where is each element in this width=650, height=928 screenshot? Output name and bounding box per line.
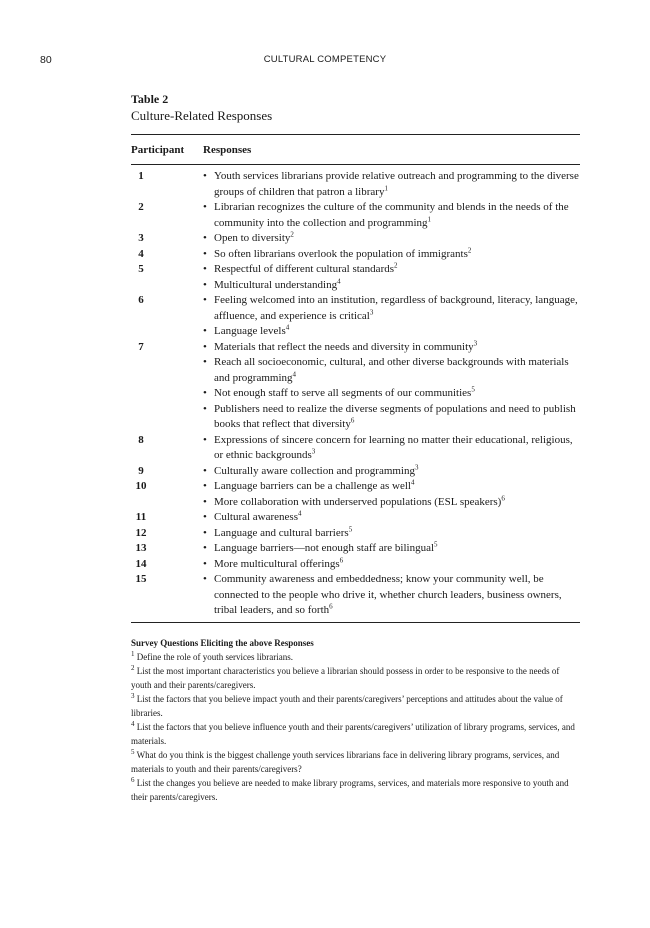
page-number: 80 xyxy=(40,54,52,66)
response-text-wrap xyxy=(214,495,580,511)
response-item xyxy=(203,464,580,480)
response-text-wrap xyxy=(214,557,580,573)
participant-number: 9 xyxy=(138,464,144,477)
footnote-number: 5 xyxy=(131,747,135,756)
response-text: Respectful of different cultural standards xyxy=(214,263,395,275)
footnotes-heading: Survey Questions Eliciting the above Responses xyxy=(131,637,314,648)
table-header-row xyxy=(131,135,580,164)
table-row xyxy=(131,293,580,340)
response-cell xyxy=(203,464,580,480)
response-text-wrap xyxy=(214,169,580,200)
footnote-number: 4 xyxy=(131,719,135,728)
response-cell xyxy=(203,169,580,200)
response-item xyxy=(203,526,580,542)
participant-number: 3 xyxy=(138,232,144,244)
bullet-icon: • xyxy=(203,480,207,492)
response-cell xyxy=(203,557,580,573)
row-gutter xyxy=(151,510,203,526)
response-item xyxy=(203,479,580,495)
bullet-icon: • xyxy=(203,573,207,585)
response-text: Culturally aware collection and programming xyxy=(214,464,415,477)
response-text: More multicultural offerings xyxy=(214,557,340,570)
response-text: Cultural awareness xyxy=(214,511,298,523)
footnote-text: List the most important characteristics you believe a librarian should possess in order to be responsive to the needs of youth and their parents/caregivers. xyxy=(131,665,560,690)
footnote-ref: 4 xyxy=(298,509,302,518)
footnote-ref: 3 xyxy=(473,338,478,347)
row-gutter xyxy=(151,464,203,480)
response-item xyxy=(203,262,580,278)
response-text: Language barriers—not enough staff are bilingual xyxy=(214,542,435,554)
response-text-wrap xyxy=(214,572,580,619)
response-cell xyxy=(203,479,580,510)
footnote-ref: 5 xyxy=(434,540,438,549)
participant-number: 11 xyxy=(135,511,147,523)
response-item xyxy=(203,169,580,200)
responses-column-header: Responses xyxy=(203,143,252,156)
bullet-icon: • xyxy=(203,557,207,570)
footnote-ref: 6 xyxy=(329,602,333,611)
response-item xyxy=(203,510,580,526)
response-cell xyxy=(203,510,580,526)
response-text-wrap xyxy=(214,231,580,247)
response-item xyxy=(203,293,580,324)
response-item xyxy=(203,324,580,340)
row-gutter xyxy=(151,293,203,340)
bullet-icon: • xyxy=(203,511,207,523)
footnote-text: List the changes you believe are needed to make library programs, services, and materials more responsive to youth and their parents/caregivers. xyxy=(131,777,569,802)
table-row xyxy=(131,169,580,200)
bullet-icon: • xyxy=(203,464,207,477)
row-gutter xyxy=(151,262,203,293)
response-text-wrap xyxy=(214,464,580,480)
response-item xyxy=(203,433,580,464)
footnote-ref: 2 xyxy=(394,261,398,270)
response-text: Reach all socioeconomic, cultural, and other diverse backgrounds with materials and programming xyxy=(214,356,569,384)
response-text-wrap xyxy=(214,386,580,402)
footnote-text: List the factors that you believe impact youth and their parents/caregivers’ perceptions and attitudes about the value of libraries. xyxy=(131,693,563,718)
footnotes xyxy=(131,636,580,804)
footnote-item xyxy=(131,748,580,776)
response-text: Language levels xyxy=(214,325,286,337)
bullet-icon: • xyxy=(203,356,207,368)
table-title: Culture-Related Responses xyxy=(131,108,273,123)
participant-number: 1 xyxy=(138,170,144,182)
response-text-wrap xyxy=(214,510,580,526)
participant-number: 10 xyxy=(135,480,147,492)
footnote-item xyxy=(131,664,580,692)
table-row xyxy=(131,247,580,263)
footnote-ref: 1 xyxy=(427,214,432,223)
footnote-item xyxy=(131,692,580,720)
footnote-number: 1 xyxy=(131,649,135,658)
footnote-ref: 6 xyxy=(350,416,355,425)
response-text-wrap xyxy=(214,293,580,324)
response-text-wrap xyxy=(214,200,580,231)
table-row xyxy=(131,340,580,433)
bullet-icon: • xyxy=(203,263,207,275)
running-head: CULTURAL COMPETENCY xyxy=(263,54,387,65)
participant-number: 5 xyxy=(138,263,144,275)
response-text: Community awareness and embeddedness; know your community well, be connected to the people who drive it, whether church leaders, business owners, tribal leaders, and so forth xyxy=(214,573,562,616)
footnote-text: What do you think is the biggest challenge youth services librarians face in delivering library programs, services, and materials to youth and their parents/caregivers? xyxy=(131,749,560,774)
response-text: Language and cultural barriers xyxy=(214,526,349,539)
response-cell xyxy=(203,572,580,619)
row-gutter xyxy=(151,526,203,542)
footnote-ref: 2 xyxy=(290,230,294,239)
response-text-wrap xyxy=(214,262,580,278)
response-item xyxy=(203,572,580,619)
participant-number: 12 xyxy=(135,526,147,539)
footnote-ref: 3 xyxy=(415,462,419,471)
footnote-ref: 6 xyxy=(339,555,344,564)
table-row xyxy=(131,557,580,573)
bullet-icon: • xyxy=(203,170,207,182)
response-item xyxy=(203,495,580,511)
footnote-ref: 3 xyxy=(311,447,316,456)
footnote-ref: 5 xyxy=(348,524,353,533)
footnote-ref: 4 xyxy=(285,323,290,332)
response-text-wrap xyxy=(214,541,580,557)
response-cell xyxy=(203,541,580,557)
response-text-wrap xyxy=(214,526,580,542)
response-text: More collaboration with underserved populations (ESL speakers) xyxy=(214,495,502,508)
footnotes-list xyxy=(131,650,580,804)
footnote-number: 2 xyxy=(131,663,135,672)
response-text: Language barriers can be a challenge as well xyxy=(214,480,411,492)
response-item xyxy=(203,200,580,231)
response-item xyxy=(203,278,580,294)
response-text: Materials that reflect the needs and diversity in community xyxy=(214,340,474,353)
response-text: Expressions of sincere concern for learning no matter their educational, religious, or ethnic backgrounds xyxy=(214,433,573,461)
response-text: Not enough staff to serve all segments of our communities xyxy=(214,387,472,399)
bullet-icon: • xyxy=(203,294,207,306)
footnote-ref: 4 xyxy=(337,276,341,285)
row-gutter xyxy=(151,247,203,263)
response-item xyxy=(203,340,580,356)
bullet-icon: • xyxy=(203,325,207,337)
footnote-item xyxy=(131,720,580,748)
table-row xyxy=(131,479,580,510)
table-row xyxy=(131,433,580,464)
participant-column-header: Participant xyxy=(131,143,185,156)
bullet-icon: • xyxy=(203,201,207,213)
table-section xyxy=(131,92,580,804)
response-text: Librarian recognizes the culture of the community and blends in the needs of the community into the collection and programming xyxy=(214,201,569,229)
table-row xyxy=(131,541,580,557)
response-cell xyxy=(203,262,580,293)
row-gutter xyxy=(151,231,203,247)
response-cell xyxy=(203,200,580,231)
bullet-icon: • xyxy=(203,542,207,554)
bullet-icon: • xyxy=(203,278,207,291)
footnote-ref: 3 xyxy=(369,307,374,316)
participant-number: 7 xyxy=(138,340,144,353)
bullet-icon: • xyxy=(203,232,207,244)
response-text-wrap xyxy=(214,479,580,495)
participant-number: 13 xyxy=(135,542,147,554)
footnote-ref: 5 xyxy=(471,385,475,394)
response-item xyxy=(203,557,580,573)
bullet-icon: • xyxy=(203,340,207,353)
response-text: Youth services librarians provide relative outreach and programming to the diverse groups of children that patron a library xyxy=(214,170,579,198)
response-text: Multicultural understanding xyxy=(214,278,338,291)
response-cell xyxy=(203,433,580,464)
footnote-ref: 4 xyxy=(292,369,297,378)
response-text-wrap xyxy=(214,324,580,340)
table-row xyxy=(131,464,580,480)
footnote-ref: 6 xyxy=(501,493,505,502)
footnote-text: Define the role of youth services librarians. xyxy=(136,651,293,662)
response-cell xyxy=(203,247,580,263)
participant-number: 6 xyxy=(138,294,144,306)
footnote-number: 6 xyxy=(131,775,135,784)
bullet-icon: • xyxy=(203,402,207,415)
response-text-wrap xyxy=(214,402,580,433)
row-gutter xyxy=(151,541,203,557)
row-gutter xyxy=(151,572,203,619)
response-item xyxy=(203,386,580,402)
table-row xyxy=(131,510,580,526)
bullet-icon: • xyxy=(203,433,207,446)
table-row xyxy=(131,231,580,247)
participant-number: 2 xyxy=(138,201,144,213)
row-gutter xyxy=(151,169,203,200)
footnote-text: List the factors that you believe influence youth and their parents/caregivers’ utilization of library programs, services, and materials. xyxy=(131,721,575,746)
participant-number: 15 xyxy=(135,573,147,585)
response-item xyxy=(203,231,580,247)
footnote-item xyxy=(131,650,580,664)
bullet-icon: • xyxy=(203,526,207,539)
response-text-wrap xyxy=(214,340,580,356)
footnote-ref: 1 xyxy=(384,183,388,192)
response-text: So often librarians overlook the population of immigrants xyxy=(214,247,468,260)
response-text-wrap xyxy=(214,247,580,263)
response-item xyxy=(203,402,580,433)
table-row xyxy=(131,526,580,542)
footnote-item xyxy=(131,776,580,804)
row-gutter xyxy=(151,200,203,231)
table-row xyxy=(131,200,580,231)
response-item xyxy=(203,247,580,263)
response-text-wrap xyxy=(214,355,580,386)
response-text: Feeling welcomed into an institution, regardless of background, literacy, language, affluence, and experience is critical xyxy=(214,294,578,322)
participant-number: 8 xyxy=(138,433,144,446)
footnote-ref: 4 xyxy=(410,478,415,487)
row-gutter xyxy=(151,340,203,433)
table-label: Table 2 xyxy=(131,92,169,106)
row-gutter xyxy=(151,433,203,464)
table-row xyxy=(131,262,580,293)
response-cell xyxy=(203,293,580,340)
response-cell xyxy=(203,231,580,247)
response-text: Publishers need to realize the diverse segments of populations and need to publish books that reflect that diversity xyxy=(214,402,576,430)
response-text-wrap xyxy=(214,433,580,464)
response-text-wrap xyxy=(214,278,580,294)
response-item xyxy=(203,355,580,386)
response-text: Open to diversity xyxy=(214,232,291,244)
table-bottom-rule xyxy=(131,622,580,623)
response-item xyxy=(203,541,580,557)
bullet-icon: • xyxy=(203,495,207,508)
footnote-number: 3 xyxy=(131,691,135,700)
participant-number: 4 xyxy=(138,247,144,260)
row-gutter xyxy=(151,557,203,573)
row-gutter xyxy=(151,479,203,510)
bullet-icon: • xyxy=(203,387,207,399)
bullet-icon: • xyxy=(203,247,207,260)
footnote-ref: 2 xyxy=(467,245,472,254)
participant-number: 14 xyxy=(135,557,147,570)
table-row xyxy=(131,572,580,619)
response-cell xyxy=(203,340,580,433)
response-cell xyxy=(203,526,580,542)
table-body xyxy=(131,165,580,622)
